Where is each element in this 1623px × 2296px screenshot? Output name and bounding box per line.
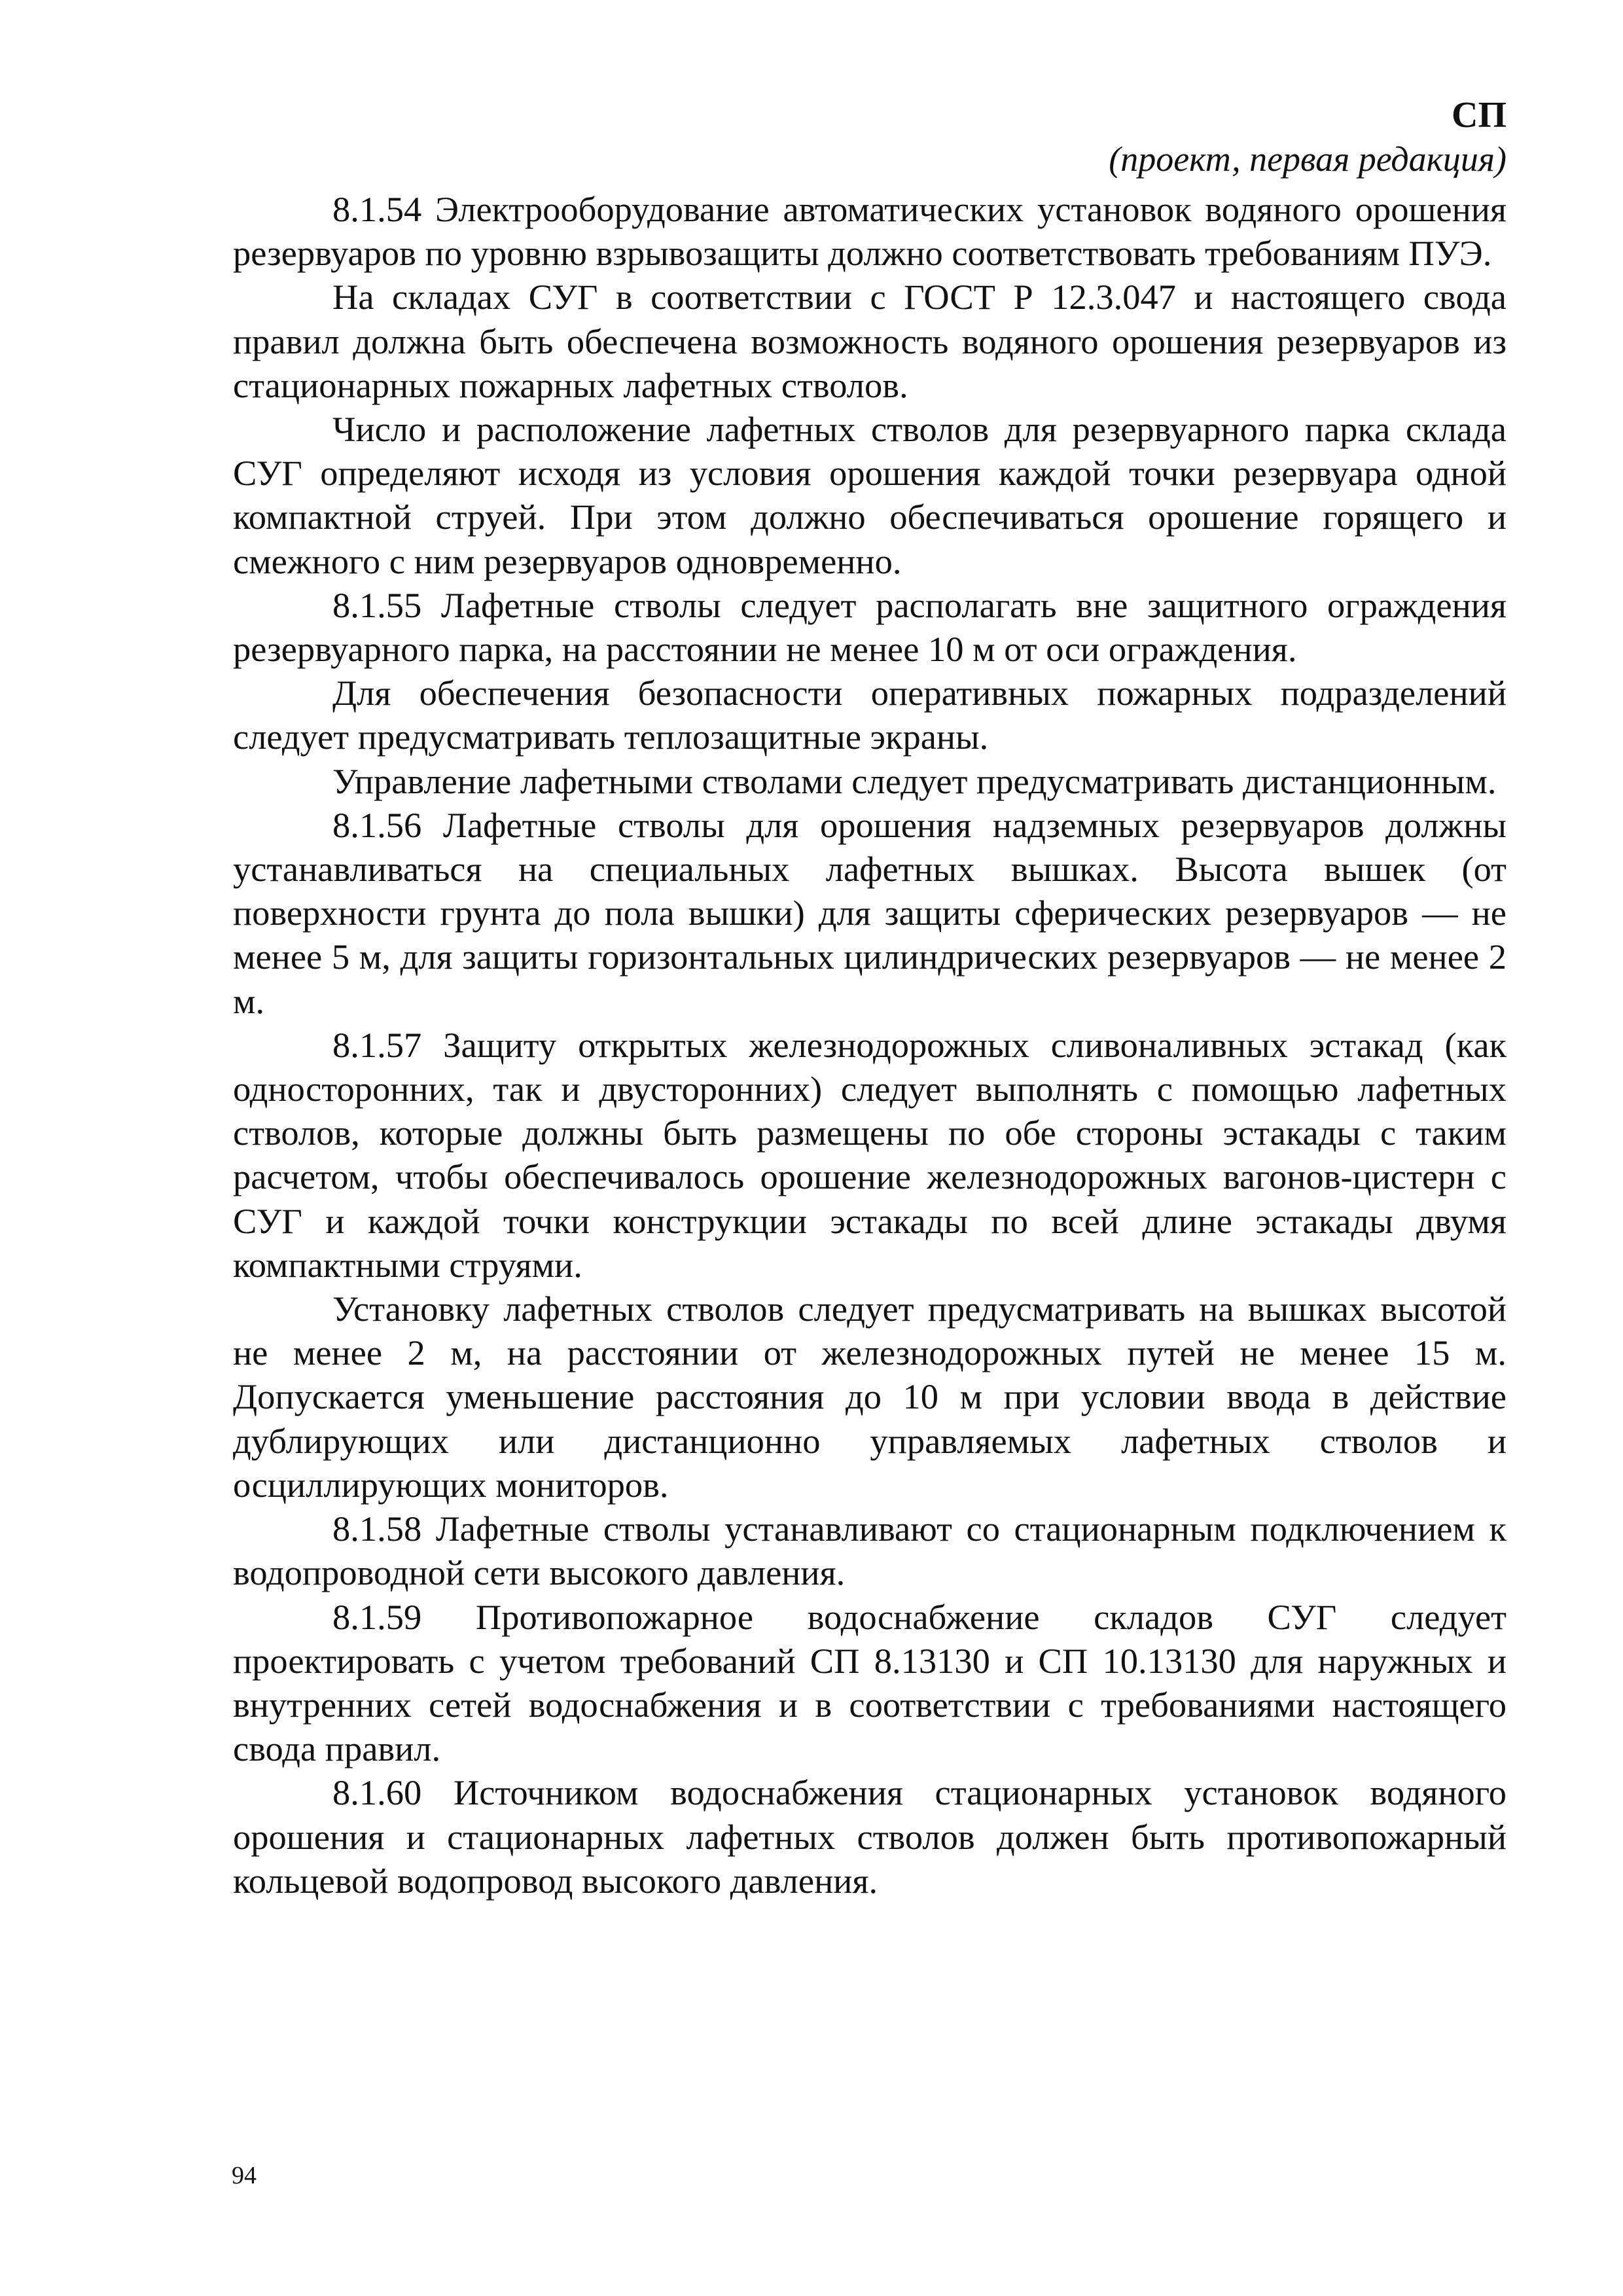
paragraph: Число и расположение лафетных стволов для резервуарного парка склада СУГ определяют исходя из условия орошения каждой точки резервуара одной компактной струей. При этом должно обеспечиваться орошение горящего и смежного с ним резервуаров одновременно. [233,409,1507,581]
document-body [233,187,1507,1903]
paragraph-8-1-60: 8.1.60 Источником водоснабжения стационарных установок водяного орошения и стационарных лафетных стволов должен быть противопожарный кольцевой водопровод высокого давления. [233,1772,1507,1901]
paragraph-8-1-55: 8.1.55 Лафетные стволы следует располагать вне защитного ограждения резервуарного парка, на расстоянии не менее 10 м от оси ограждения. [233,584,1507,670]
paragraph-8-1-58: 8.1.58 Лафетные стволы устанавливают со стационарным подключением к водопроводной сети высокого давления. [233,1509,1507,1593]
paragraph: Управление лафетными стволами следует предусматривать дистанционным. [332,761,1497,801]
paragraph: Для обеспечения безопасности оперативных пожарных подразделений следует предусматривать теплозащитные экраны. [233,673,1507,757]
paragraph: Установку лафетных стволов следует предусматривать на вышках высотой не менее 2 м, на расстоянии от железнодорожных путей не менее 15 м. Допускается уменьшение расстояния до 10 м при условии ввода в действие дублирующих или дистанционно управляемых лафетных стволов и осциллирующих мониторов. [233,1289,1507,1505]
paragraph-8-1-54: 8.1.54 Электрооборудование автоматических установок водяного орошения резервуаров по уровню взрывозащиты должно соответствовать требованиям ПУЭ. [233,189,1507,274]
paragraph-8-1-59: 8.1.59 Противопожарное водоснабжение складов СУГ следует проектировать с учетом требований СП 8.13130 и СП 10.13130 для наружных и внутренних сетей водоснабжения и в соответствии с требованиями настоящего свода правил. [233,1596,1507,1769]
paragraph-8-1-57: 8.1.57 Защиту открытых железнодорожных сливоналивных эстакад (как односторонних, так и двусторонних) следует выполнять с помощью лафетных стволов, которые должны быть размещены по обе стороны эстакады с таким расчетом, чтобы обеспечивалось орошение железнодорожных вагонов-цистерн с СУГ и каждой точки конструкции эстакады по всей длине эстакады двумя компактными струями. [233,1024,1507,1285]
edition-note: (проект, первая редакция) [1109,139,1507,179]
paragraph: На складах СУГ в соответствии с ГОСТ Р 12.3.047 и настоящего свода правил должна быть обеспечена возможность водяного орошения резервуаров из стационарных пожарных лафетных стволов. [233,277,1507,405]
page-number: 94 [232,2162,257,2189]
standard-code: СП [1452,95,1507,135]
paragraph-8-1-56: 8.1.56 Лафетные стволы для орошения надземных резервуаров должны устанавливаться на специальных лафетных вышках. Высота вышек (от поверхности грунта до пола вышки) для защиты сферических резервуаров — не менее 5 м, для защиты горизонтальных цилиндрических резервуаров — не менее 2 м. [233,804,1507,1021]
